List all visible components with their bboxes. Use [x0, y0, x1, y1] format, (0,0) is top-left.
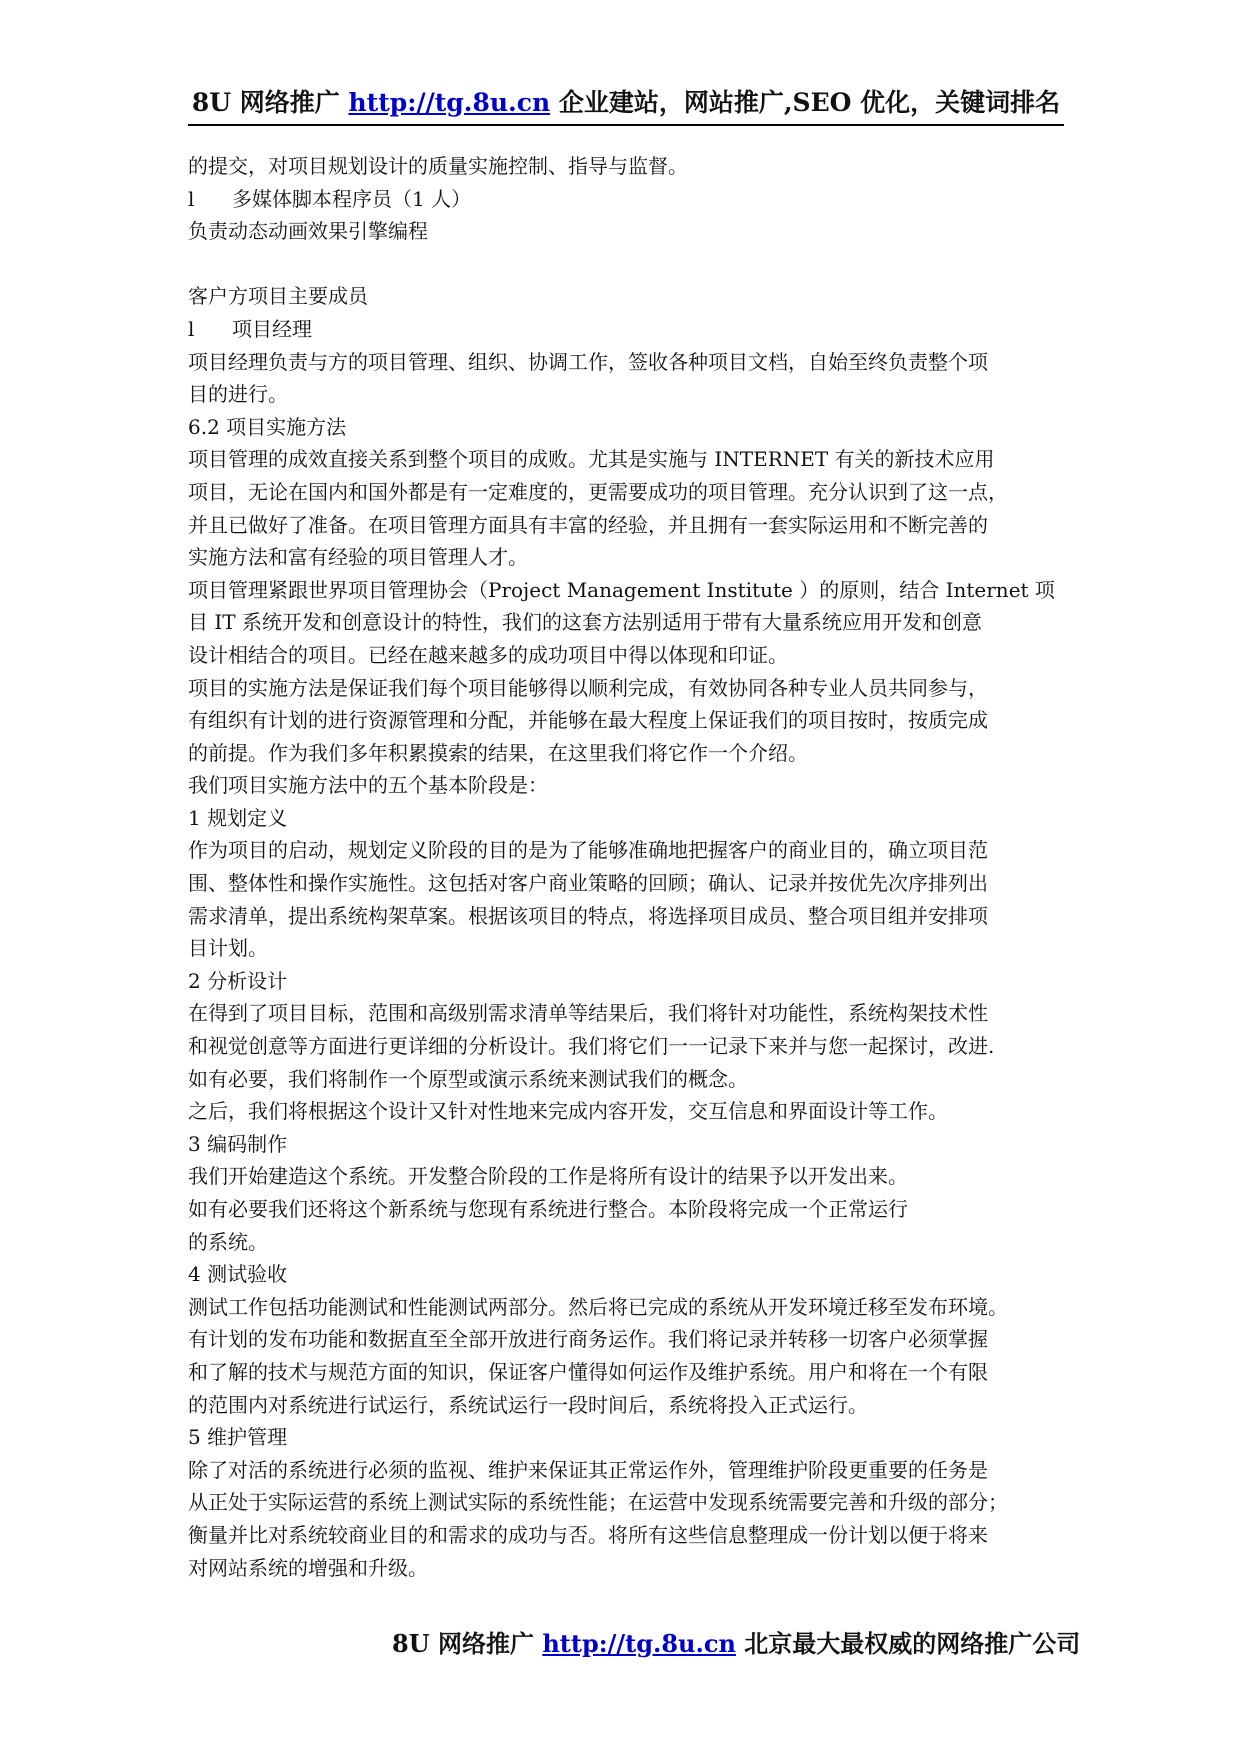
- document-body: [188, 150, 1068, 1584]
- text-line: 围、整体性和操作实施性。这包括对客户商业策略的回顾；确认、记录并按优先次序排列出: [188, 871, 988, 896]
- text-line: 负责动态动画效果引擎编程: [188, 219, 428, 244]
- text-line: 从正处于实际运营的系统上测试实际的系统性能；在运营中发现系统需要完善和升级的部分；: [188, 1490, 1008, 1515]
- phase-heading: 4 测试验收: [188, 1262, 288, 1287]
- text-line: 需求清单，提出系统构架草案。根据该项目的特点，将选择项目成员、整合项目组并安排项: [188, 903, 988, 928]
- bullet-item: [188, 313, 1068, 346]
- text-line: 目 IT 系统开发和创意设计的特性，我们的这套方法别适用于带有大量系统应用开发和创意: [188, 610, 982, 635]
- text-line: 目计划。: [188, 936, 268, 961]
- text-line: 和视觉创意等方面进行更详细的分析设计。我们将它们一一记录下来并与您一起探讨，改进.: [188, 1034, 995, 1059]
- text-line: 项目经理负责与方的项目管理、组织、协调工作，签收各种项目文档，自始至终负责整个项: [188, 349, 988, 374]
- text-line: 除了对活的系统进行必须的监视、维护来保证其正常运作外，管理维护阶段更重要的任务是: [188, 1457, 988, 1482]
- text-line: 测试工作包括功能测试和性能测试两部分。然后将已完成的系统从开发环境迁移至发布环境。: [188, 1294, 1008, 1319]
- text-line: 作为项目的启动，规划定义阶段的目的是为了能够准确地把握客户的商业目的，确立项目范: [188, 838, 988, 863]
- text-line: 目的进行。: [188, 382, 288, 407]
- text-line: 的提交，对项目规划设计的质量实施控制、指导与监督。: [188, 154, 688, 178]
- section-heading: 客户方项目主要成员: [188, 284, 368, 309]
- text-line: 实施方法和富有经验的项目管理人才。: [188, 545, 528, 570]
- header-brand: 8U 网络推广: [191, 88, 340, 117]
- page-footer: [392, 1627, 1081, 1661]
- footer-brand: 8U 网络推广: [392, 1629, 534, 1658]
- text-line: 我们开始建造这个系统。开发整合阶段的工作是将所有设计的结果予以开发出来。: [188, 1164, 908, 1189]
- page-header: [188, 86, 1064, 126]
- text-line: 和了解的技术与规范方面的知识，保证客户懂得如何运作及维护系统。用户和将在一个有限: [188, 1359, 988, 1384]
- text-line: 有计划的发布功能和数据直至全部开放进行商务运作。我们将记录并转移一切客户必须掌握: [188, 1327, 988, 1352]
- text-line: 的前提。作为我们多年积累摸索的结果，在这里我们将它作一个介绍。: [188, 740, 808, 765]
- text-line: 的系统。: [188, 1229, 268, 1254]
- bullet-text: 项目经理: [232, 316, 312, 341]
- bullet-text: 多媒体脚本程序员（1 人）: [232, 186, 472, 211]
- blank-line: [188, 248, 1068, 281]
- text-line: 项目管理的成效直接关系到整个项目的成败。尤其是实施与 INTERNET 有关的新技术应用: [188, 447, 995, 472]
- phase-heading: 1 规划定义: [188, 805, 288, 830]
- header-tagline: 企业建站，网站推广,SEO 优化，关键词排名: [558, 88, 1061, 117]
- phase-heading: 5 维护管理: [188, 1425, 288, 1450]
- text-line: 如有必要我们还将这个新系统与您现有系统进行整合。本阶段将完成一个正常运行: [188, 1197, 908, 1221]
- text-line: 我们项目实施方法中的五个基本阶段是：: [188, 773, 548, 798]
- text-line: 有组织有计划的进行资源管理和分配，并能够在最大程度上保证我们的项目按时，按质完成: [188, 708, 988, 733]
- text-line: 项目管理紧跟世界项目管理协会（Project Management Institute ）的原则，结合 Internet 项: [188, 577, 1055, 602]
- footer-tagline: 北京最大最权威的网络推广公司: [744, 1629, 1081, 1658]
- bullet-marker: l: [188, 316, 195, 341]
- header-link[interactable]: http://tg.8u.cn: [348, 88, 551, 117]
- footer-link[interactable]: http://tg.8u.cn: [542, 1629, 736, 1658]
- text-line: 如有必要，我们将制作一个原型或演示系统来测试我们的概念。: [188, 1066, 748, 1091]
- text-line: 在得到了项目目标，范围和高级别需求清单等结果后，我们将针对功能性，系统构架技术性: [188, 1001, 988, 1026]
- bullet-marker: l: [188, 186, 195, 211]
- phase-heading: 2 分析设计: [188, 968, 288, 993]
- text-line: 项目，无论在国内和国外都是有一定难度的，更需要成功的项目管理。充分认识到了这一点，: [188, 479, 1008, 504]
- text-line: 项目的实施方法是保证我们每个项目能够得以顺利完成，有效协同各种专业人员共同参与，: [188, 675, 988, 700]
- text-line: 的范围内对系统进行试运行，系统试运行一段时间后，系统将投入正式运行。: [188, 1392, 868, 1417]
- section-heading: 6.2 项目实施方法: [188, 414, 347, 439]
- text-line: 衡量并比对系统较商业目的和需求的成功与否。将所有这些信息整理成一份计划以便于将来: [188, 1522, 988, 1547]
- text-line: 之后，我们将根据这个设计又针对性地来完成内容开发，交互信息和界面设计等工作。: [188, 1099, 948, 1124]
- text-line: 并且已做好了准备。在项目管理方面具有丰富的经验，并且拥有一套实际运用和不断完善的: [188, 512, 988, 537]
- text-line: 对网站系统的增强和升级。: [188, 1555, 428, 1580]
- text-line: 设计相结合的项目。已经在越来越多的成功项目中得以体现和印证。: [188, 642, 788, 667]
- phase-heading: 3 编码制作: [188, 1131, 288, 1156]
- bullet-item: [188, 183, 1068, 216]
